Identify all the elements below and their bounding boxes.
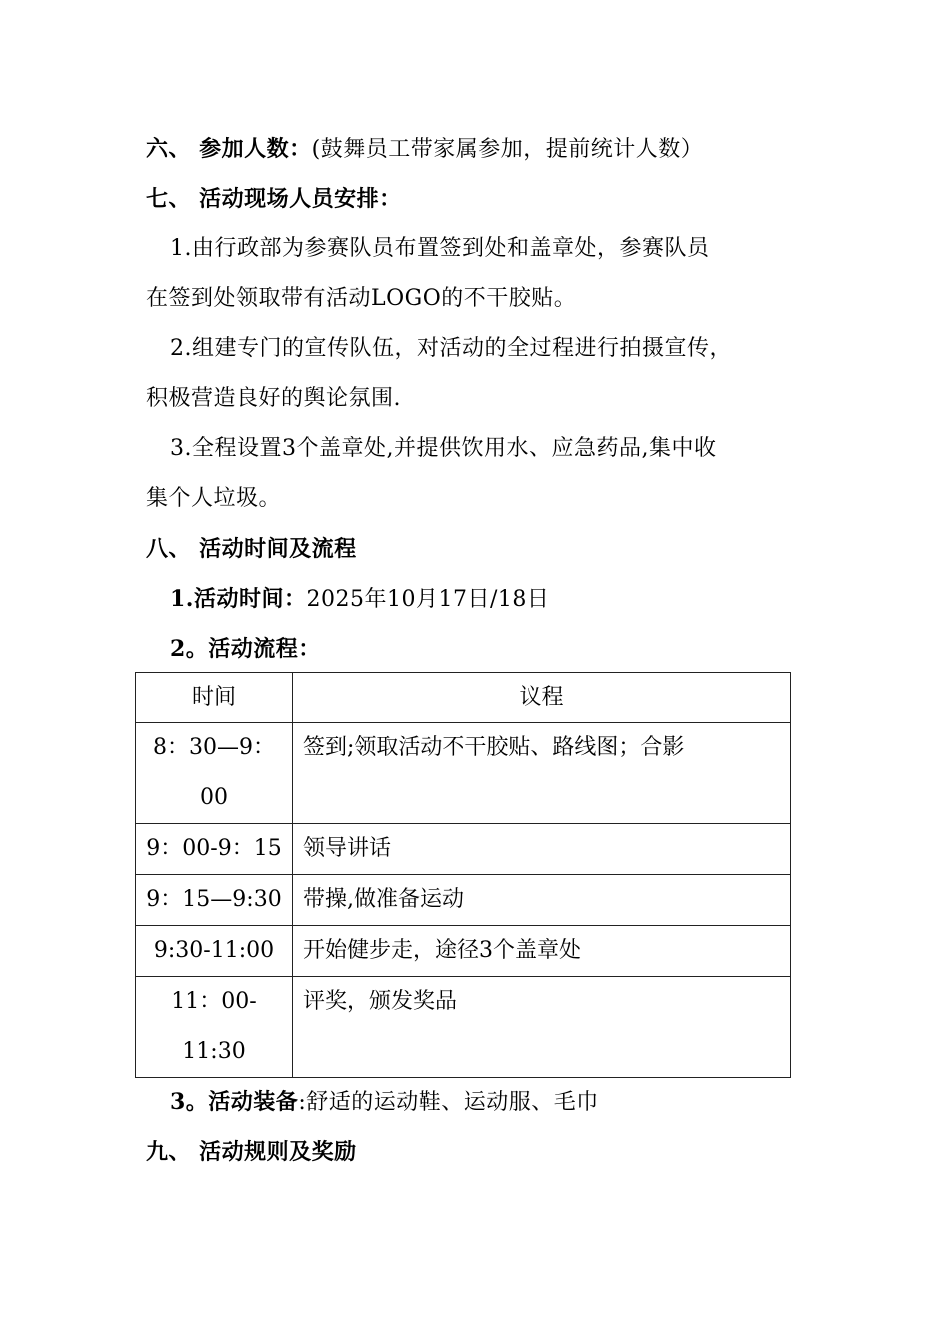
- table-row: [136, 824, 791, 875]
- agenda-item-cell: 带操,做准备运动: [293, 875, 791, 926]
- activity-equipment-label: 3。活动装备: [170, 1089, 299, 1115]
- table-row: [136, 723, 791, 824]
- activity-time-label: 1.活动时间：: [170, 586, 307, 612]
- section-8-heading: 八、 活动时间及流程: [146, 536, 357, 562]
- activity-equipment: [170, 1087, 850, 1118]
- section-7-item-3-line-2: 集个人垃圾。: [146, 486, 282, 511]
- agenda-time-text: 11:30: [182, 1039, 246, 1064]
- agenda-header-item: 议程: [293, 673, 791, 723]
- activity-time: [170, 584, 850, 615]
- agenda-time-cell: [136, 977, 293, 1078]
- section-6-heading: 六、 参加人数：: [146, 136, 312, 162]
- agenda-item-cell: 开始健步走，途径3个盖章处: [293, 926, 791, 977]
- agenda-time-cell: [136, 723, 293, 824]
- activity-equipment-value: :舒适的运动鞋、运动服、毛巾: [298, 1090, 599, 1115]
- section-6: [146, 134, 826, 165]
- section-9-heading: 九、 活动规则及奖励: [146, 1139, 357, 1165]
- activity-time-value: 2025年10月17日/18日: [306, 587, 550, 612]
- table-row: [136, 977, 791, 1078]
- agenda-item-cell: 签到;领取活动不干胶贴、路线图；合影: [293, 723, 791, 824]
- section-7-item-3-line-1: 3.全程设置3个盖章处,并提供饮用水、应急药品,集中收: [170, 436, 717, 461]
- section-7-item-1-line-1: 1.由行政部为参赛队员布置签到处和盖章处，参赛队员: [170, 236, 710, 261]
- agenda-time-cell: 9:30-11:00: [136, 926, 293, 977]
- agenda-time-text: 8：30—9：: [153, 735, 275, 760]
- agenda-item-cell: 评奖，颁发奖品: [293, 977, 791, 1078]
- agenda-time-text: 00: [200, 785, 228, 810]
- agenda-time-cell: 9：00-9：15: [136, 824, 293, 875]
- agenda-time-cell: 9：15—9:30: [136, 875, 293, 926]
- agenda-table: [135, 672, 791, 1078]
- activity-flow-label: 2。活动流程：: [170, 636, 321, 662]
- table-row: [136, 926, 791, 977]
- agenda-time-text: 11：00-: [171, 989, 257, 1014]
- section-7-item-2-line-1: 2.组建专门的宣传队伍，对活动的全过程进行拍摄宣传，: [170, 336, 732, 361]
- agenda-item-cell: 领导讲话: [293, 824, 791, 875]
- agenda-header-row: [136, 673, 791, 723]
- section-6-note: (鼓舞员工带家属参加，提前统计人数）: [311, 137, 704, 162]
- section-7-heading: 七、 活动现场人员安排：: [146, 186, 402, 212]
- agenda-header-time: 时间: [136, 673, 293, 723]
- section-7-item-2-line-2: 积极营造良好的舆论氛围.: [146, 386, 401, 411]
- section-7-item-1-line-2: 在签到处领取带有活动LOGO的不干胶贴。: [146, 286, 577, 311]
- table-row: [136, 875, 791, 926]
